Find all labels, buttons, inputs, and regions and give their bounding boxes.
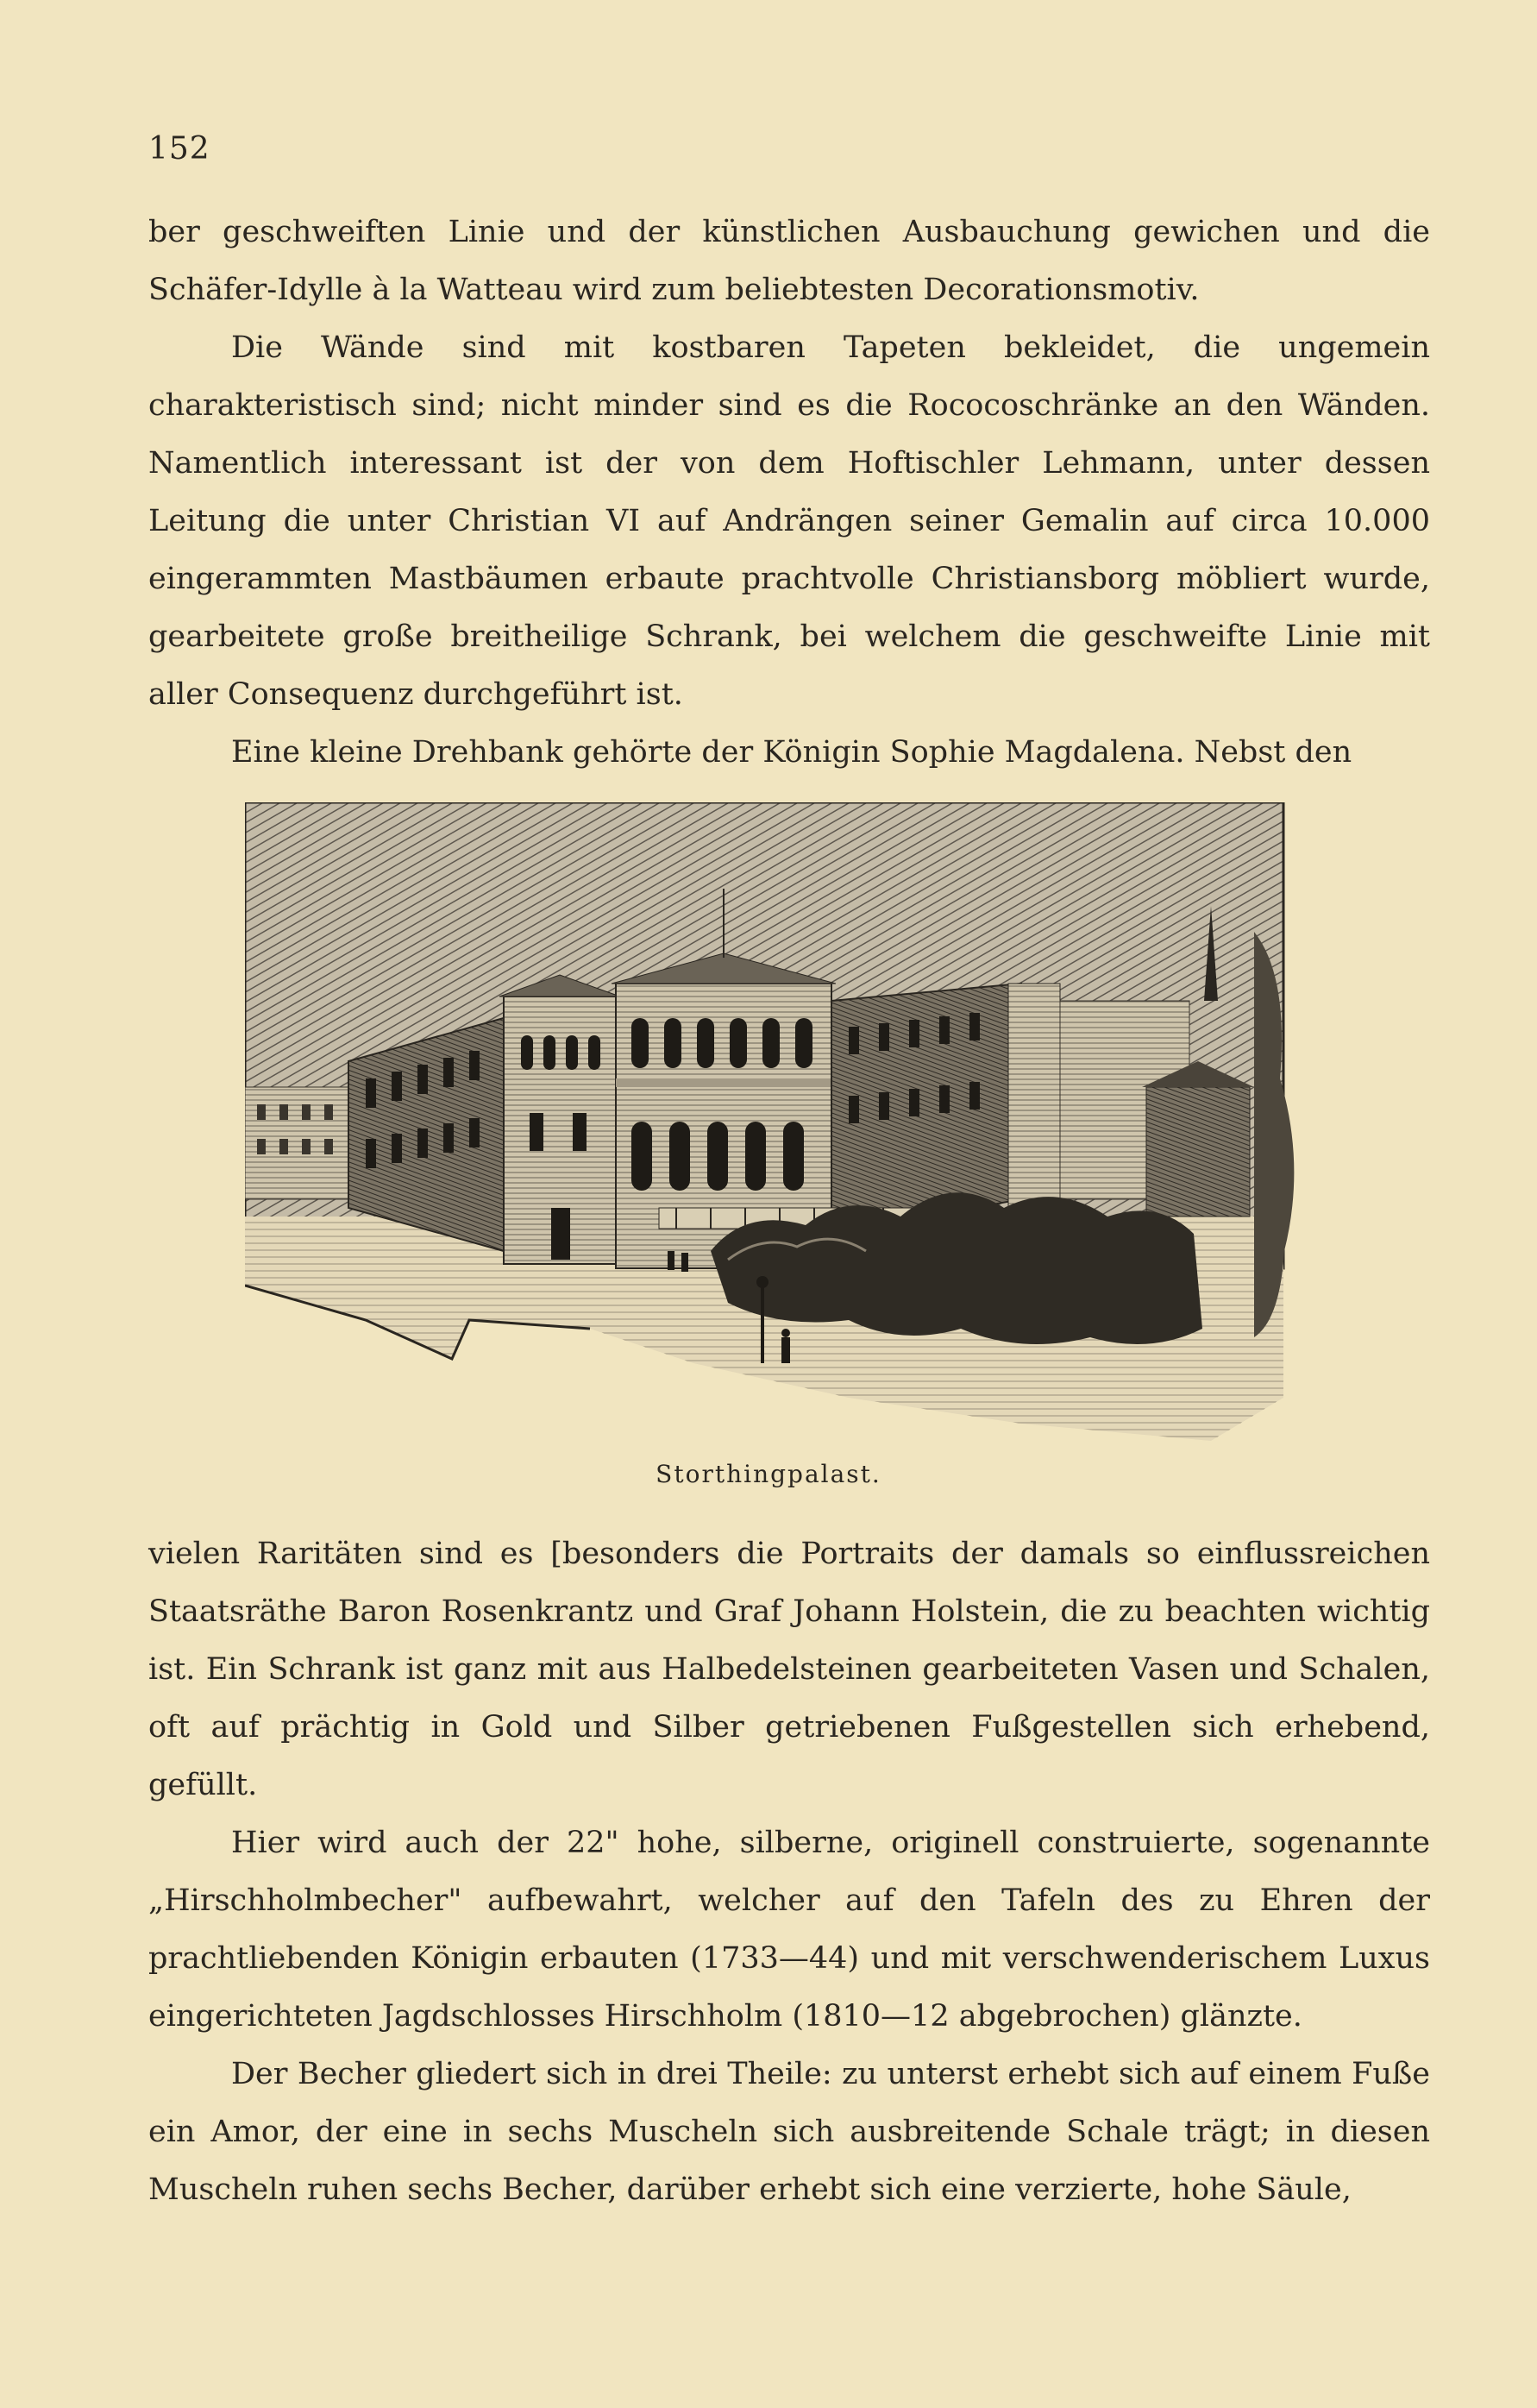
text-block-top xyxy=(148,204,1430,782)
paragraph: Eine kleine Drehbank gehörte der Königin Sophie Magdalena. Nebst den xyxy=(231,735,1352,770)
paragraph: Hier wird auch der 22" hohe, silberne, originell construierte, sogenannte „Hirschholmbecher" aufbewahrt, welcher auf den Tafeln des zu Ehren der prachtliebenden Königin erbauten (1733—44) und mit verschwenderischem Luxus eingerichteten Jagdschlosses Hirschholm (1810—12 abgebrochen) glänzte. xyxy=(148,1826,1430,2034)
paragraph: Die Wände sind mit kostbaren Tapeten bekleidet, die ungemein charakteristisch sind; nicht minder sind es die Rococoschränke an den Wänden. Namentlich interessant ist der von dem Hoftischler Lehmann, unter dessen Leitung die unter Christian VI auf Andrängen seiner Gemalin auf circa 10.000 eingerammten Mastbäumen erbaute prachtvolle Christiansborg möbliert wurde, gearbeitete große breitheilige Schrank, bei welchem die geschweifte Linie mit aller Consequenz durchgeführt ist. xyxy=(148,330,1430,712)
page-number: 152 xyxy=(148,131,210,167)
paragraph: vielen Raritäten sind es [besonders die Portraits der damals so einflussreichen Staatsräthe Baron Rosenkrantz und Graf Johann Holstein, die zu beachten wichtig ist. Ein Schrank ist ganz mit aus Halbedelsteinen gearbeiteten Vasen und Schalen, oft auf prächtig in Gold und Silber getriebenen Fußgestellen sich erhebend, gefüllt. xyxy=(148,1537,1430,1802)
paragraph: Der Becher gliedert sich in drei Theile: zu unterst erhebt sich auf einem Fuße ein Amor, der eine in sechs Muscheln sich ausbreitende Schale trägt; in diesen Muscheln ruhen sechs Becher, darüber erhebt sich eine verzierte, hohe Säule, xyxy=(148,2057,1430,2207)
figure-caption: Storthingpalast. xyxy=(656,1460,881,1488)
paragraph: ber geschweiften Linie und der künstlichen Ausbauchung gewichen und die Schäfer-Idylle à la Watteau wird zum beliebtesten Decorationsmotiv. xyxy=(148,215,1430,307)
text-block-bottom xyxy=(148,1525,1430,2219)
engraving-storthing-palace xyxy=(245,802,1327,1455)
